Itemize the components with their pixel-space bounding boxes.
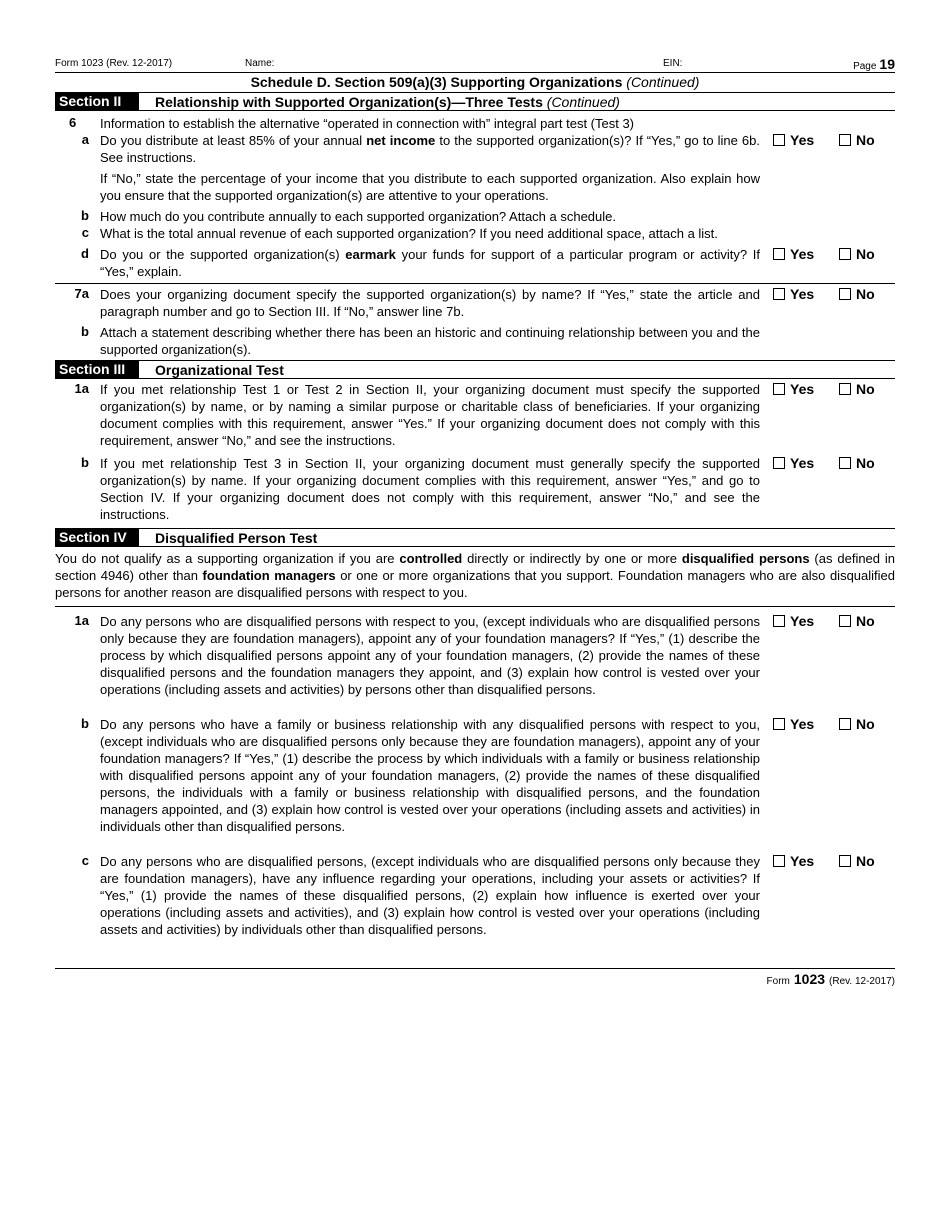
yes-no-iv-1a — [773, 613, 875, 629]
yes-label: Yes — [790, 716, 815, 732]
yes-no-iii-1b — [773, 455, 875, 471]
yes-no-7a — [773, 286, 875, 302]
section-iii-question-1a — [55, 381, 895, 449]
question-text-part: Do you or the supported organization(s) — [100, 247, 346, 262]
page-indicator — [853, 56, 895, 72]
yes-option[interactable] — [773, 455, 839, 471]
no-option[interactable] — [839, 286, 875, 302]
question-text — [100, 132, 760, 166]
question-6c — [55, 225, 895, 242]
page-footer — [55, 968, 895, 993]
no-option[interactable] — [839, 246, 875, 262]
divider — [55, 283, 895, 284]
no-label: No — [856, 455, 875, 471]
no-option[interactable] — [839, 132, 875, 148]
no-option[interactable] — [839, 613, 875, 629]
section-iii-title: Organizational Test — [155, 361, 284, 378]
name-label: Name: — [245, 58, 275, 69]
intro-bold: controlled — [399, 551, 463, 566]
no-label: No — [856, 286, 875, 302]
question-text: Do any persons who have a family or business relationship with any disqualified persons with respect to you, (except individuals who are disqualified persons only because they are foundation managers), appoint any of your foundation managers? If “Yes,” (1) describe the process by which individuals with a family or business relationship with disqualified persons appoint any of your foundation managers, (2) provide the names of these disqualified persons, the individuals with a family or business relationship with disqualified persons, and the foundation managers appointed, and (3) explain how control is vested over your operations (including assets and activities) in individuals other than disqualified persons. — [100, 717, 760, 834]
question-6a-followup — [55, 170, 895, 204]
question-number: 1a — [74, 613, 89, 628]
question-text: Do any persons who are disqualified persons, (except individuals who are disqualified persons only because they are foundation managers), have any influence regarding your operations, including your assets or activities? If “Yes,” (1) provide the names of these disqualified persons, (2) explain how influence is exerted over your operations (including assets and activities), and (3) explain how control is vested over your operations (including assets and activities) by individuals other than disqualified persons. — [100, 854, 760, 937]
yes-checkbox[interactable] — [773, 457, 785, 469]
question-6b — [55, 208, 895, 225]
no-checkbox[interactable] — [839, 383, 851, 395]
question-6d — [55, 246, 895, 280]
section-iv-intro — [55, 547, 895, 606]
intro-bold: disqualified persons — [681, 551, 810, 566]
yes-checkbox[interactable] — [773, 383, 785, 395]
yes-checkbox[interactable] — [773, 134, 785, 146]
section-iv-question-1b — [55, 716, 895, 835]
intro-text: (as defined in section 4946) other than — [55, 551, 896, 583]
yes-option[interactable] — [773, 381, 839, 397]
page-label: Page — [853, 61, 877, 72]
yes-option[interactable] — [773, 246, 839, 262]
yes-label: Yes — [790, 613, 815, 629]
yes-option[interactable] — [773, 132, 839, 148]
section-ii-tag: Section II — [55, 93, 139, 110]
footer-form-number: 1023 — [793, 971, 826, 987]
question-text-part: your funds for support of a particular program or activity? If “Yes,” explain. — [100, 247, 761, 279]
yes-label: Yes — [790, 455, 815, 471]
question-number: b — [81, 208, 89, 223]
no-label: No — [856, 716, 875, 732]
section-iii-header — [55, 360, 895, 379]
footer-form-id — [767, 971, 895, 987]
no-checkbox[interactable] — [839, 855, 851, 867]
question-number: a — [81, 132, 89, 147]
form-id: Form 1023 (Rev. 12-2017) — [55, 58, 173, 69]
yes-no-6d — [773, 246, 875, 262]
section-iv-tag: Section IV — [55, 529, 139, 546]
question-number: d — [81, 246, 89, 261]
question-text: If “No,” state the percentage of your income that you distribute to each supported organization. Also explain how you ensure that the supported organization(s) are attentive to your operations. — [100, 171, 760, 203]
yes-no-iii-1a — [773, 381, 875, 397]
page-number: 19 — [879, 56, 895, 72]
yes-label: Yes — [790, 132, 815, 148]
section-iii-question-1b — [55, 455, 895, 523]
yes-option[interactable] — [773, 716, 839, 732]
question-text: Do any persons who are disqualified persons with respect to you, (except individuals who are disqualified persons only because they are foundation managers), appoint any of your foundation managers? If “Yes,” (1) describe the process by which disqualified persons appoint any of your foundation managers, (2) provide the names of these disqualified persons and the foundation managers they appoint, and (3) explain how control is vested over your operations (including assets and activities) by persons other than disqualified persons. — [100, 614, 760, 697]
page-header — [55, 52, 895, 72]
yes-label: Yes — [790, 286, 815, 302]
no-label: No — [856, 132, 875, 148]
yes-label: Yes — [790, 381, 815, 397]
yes-option[interactable] — [773, 613, 839, 629]
intro-text: or one or more organizations that you support. Foundation managers who are also disqualified persons for another reason are disqualified persons with respect to you. — [55, 568, 895, 600]
no-checkbox[interactable] — [839, 718, 851, 730]
no-label: No — [856, 613, 875, 629]
yes-no-iv-1c — [773, 853, 875, 869]
footer-revision: (Rev. 12-2017) — [829, 976, 895, 987]
section-iii-tag: Section III — [55, 361, 139, 378]
yes-checkbox[interactable] — [773, 718, 785, 730]
question-text: Does your organizing document specify the supported organization(s) by name? If “Yes,” state the article and paragraph number and go to Section III. If “No,” answer line 7b. — [100, 287, 760, 319]
question-number: 1a — [74, 381, 89, 396]
yes-checkbox[interactable] — [773, 615, 785, 627]
divider — [55, 606, 895, 607]
footer-form-label: Form — [766, 976, 790, 987]
question-text: If you met relationship Test 1 or Test 2 in Section II, your organizing document must specify the supported organization(s) by name, or by naming a similar purpose or charitable class of beneficiaries. If your organizing document complies with this requirement, answer “Yes.” If your organizing document does not comply with this requirement, answer “No,” and see the instructions. — [100, 382, 760, 448]
question-text: Information to establish the alternative “operated in connection with” integral part test (Test 3) — [100, 116, 635, 131]
question-text-bold: earmark — [345, 247, 396, 262]
section-ii-continued: (Continued) — [546, 93, 620, 110]
question-text: How much do you contribute annually to each supported organization? Attach a schedule. — [100, 209, 617, 224]
question-number: b — [81, 455, 89, 470]
question-number: c — [81, 225, 89, 240]
no-checkbox[interactable] — [839, 134, 851, 146]
intro-text: You do not qualify as a supporting organization if you are — [55, 551, 400, 566]
question-7b — [55, 324, 895, 358]
intro-text: directly or indirectly by one or more — [462, 551, 682, 566]
yes-checkbox[interactable] — [773, 855, 785, 867]
question-6a — [55, 132, 895, 166]
yes-checkbox[interactable] — [773, 248, 785, 260]
no-option[interactable] — [839, 716, 875, 732]
yes-no-iv-1b — [773, 716, 875, 732]
no-option[interactable] — [839, 381, 875, 397]
no-option[interactable] — [839, 853, 875, 869]
ein-label: EIN: — [663, 58, 683, 69]
section-ii-title-text: Relationship with Supported Organization(s)—Three Tests — [155, 93, 543, 110]
question-text-bold: net income — [366, 133, 436, 148]
no-checkbox[interactable] — [839, 248, 851, 260]
yes-checkbox[interactable] — [773, 288, 785, 300]
question-text — [100, 246, 760, 280]
section-iv-question-1a — [55, 613, 895, 698]
form-page — [55, 52, 895, 938]
schedule-continued: (Continued) — [626, 74, 700, 90]
schedule-title-text: Schedule D. Section 509(a)(3) Supporting Organizations — [250, 74, 623, 90]
section-iv-question-1c — [55, 853, 895, 938]
question-number: 7a — [74, 286, 89, 301]
no-checkbox[interactable] — [839, 457, 851, 469]
question-number: 6 — [69, 115, 77, 130]
no-label: No — [856, 853, 875, 869]
question-text: If you met relationship Test 3 in Section II, your organizing document must generally specify the supported organization(s) by name. If your organizing document complies with this requirement, answer “Yes,” and go to Section IV. If your organizing document does not comply with this requirement, answer “No,” and see the instructions. — [100, 456, 760, 522]
question-number: c — [81, 853, 89, 868]
no-option[interactable] — [839, 455, 875, 471]
question-text-part: Do you distribute at least 85% of your annual — [100, 133, 367, 148]
yes-option[interactable] — [773, 853, 839, 869]
question-7a — [55, 286, 895, 320]
section-ii-title — [155, 94, 620, 110]
question-text-part: to the supported organization(s)? If “Yes,” go to line 6b. See instructions. — [100, 133, 760, 165]
section-iv-title: Disqualified Person Test — [155, 529, 318, 546]
yes-label: Yes — [790, 246, 815, 262]
yes-label: Yes — [790, 853, 815, 869]
section-ii-header — [55, 92, 895, 111]
no-checkbox[interactable] — [839, 288, 851, 300]
no-label: No — [856, 381, 875, 397]
yes-no-6a — [773, 132, 875, 148]
question-text: What is the total annual revenue of each supported organization? If you need additional space, attach a list. — [100, 226, 718, 241]
question-number: b — [81, 324, 89, 339]
yes-option[interactable] — [773, 286, 839, 302]
question-6 — [55, 115, 895, 132]
question-number: b — [81, 716, 89, 731]
schedule-title — [55, 72, 895, 92]
no-label: No — [856, 246, 875, 262]
intro-bold: foundation managers — [202, 568, 336, 583]
question-text: Attach a statement describing whether there has been an historic and continuing relationship between you and the supported organization(s). — [100, 325, 760, 357]
section-iv-header — [55, 528, 895, 547]
no-checkbox[interactable] — [839, 615, 851, 627]
